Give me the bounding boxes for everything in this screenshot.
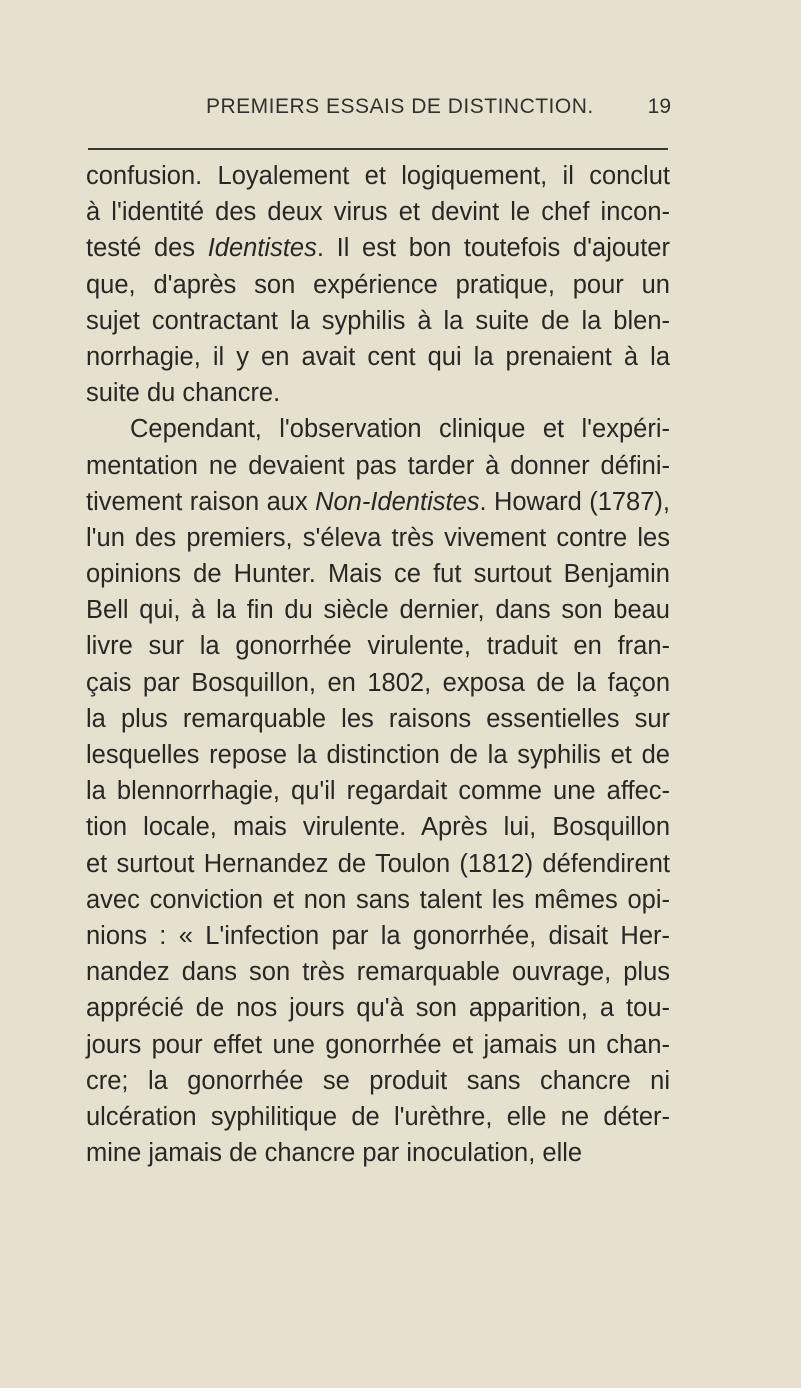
text-line: livre sur la gonorrhée virulente, traduit en fran- [86,632,670,661]
text-line: mentation ne devaient pas tarder à donner défini- [86,451,670,480]
text-line: cre; la gonorrhée se produit sans chancre ni [86,1066,670,1095]
text-line: testé des Identistes. Il est bon toutefois d'ajouter [86,234,670,263]
text-line: nandez dans son très remarquable ouvrage, plus [86,958,670,987]
text-line: apprécié de nos jours qu'à son apparition, a tou- [86,994,670,1023]
text-line: nions : « L'infection par la gonorrhée, disait Her- [86,921,670,950]
text-line: tivement raison aux Non-Identistes. Howard (1787), [86,487,670,516]
text-line: tion locale, mais virulente. Après lui, Bosquillon [86,813,670,842]
running-head-title: PREMIERS ESSAIS DE DISTINCTION. [206,95,594,118]
body-text [86,158,670,1171]
text-line: ulcération syphilitique de l'urèthre, elle ne déter- [86,1102,670,1131]
text-line: norrhagie, il y en avait cent qui la prenaient à la [86,342,670,371]
text-line: çais par Bosquillon, en 1802, exposa de la façon [86,668,670,697]
page-number: 19 [647,95,671,118]
text-line: confusion. Loyalement et logiquement, il conclut [86,162,670,190]
text-line: et surtout Hernandez de Toulon (1812) défendirent [86,849,670,878]
text-line: Bell qui, à la fin du siècle dernier, dans son beau [86,596,670,625]
text-line: mine jamais de chancre par inoculation, elle [86,1139,583,1168]
running-head [88,95,671,123]
text-line: jours pour effet une gonorrhée et jamais un chan- [86,1030,670,1059]
italic-term: Non-Identistes [315,487,480,516]
text-line: la blennorrhagie, qu'il regardait comme une affec- [86,777,670,806]
header-rule [88,148,668,150]
text-line: à l'identité des deux virus et devint le chef incon- [86,198,670,227]
italic-term: Identistes [207,234,317,263]
text-line: l'un des premiers, s'éleva très vivement contre les [86,523,670,552]
text-line: avec conviction et non sans talent les mêmes opi- [86,885,670,914]
text-line: que, d'après son expérience pratique, pour un [86,270,670,299]
text-line: opinions de Hunter. Mais ce fut surtout Benjamin [86,560,670,589]
text-line: lesquelles repose la distinction de la syphilis et de [86,741,670,769]
text-line: suite du chancre. [86,379,281,408]
text-line: sujet contractant la syphilis à la suite de la blen- [86,306,670,335]
text-line: Cependant, l'observation clinique et l'expéri- [130,415,670,444]
text-line: la plus remarquable les raisons essentielles sur [86,704,670,733]
